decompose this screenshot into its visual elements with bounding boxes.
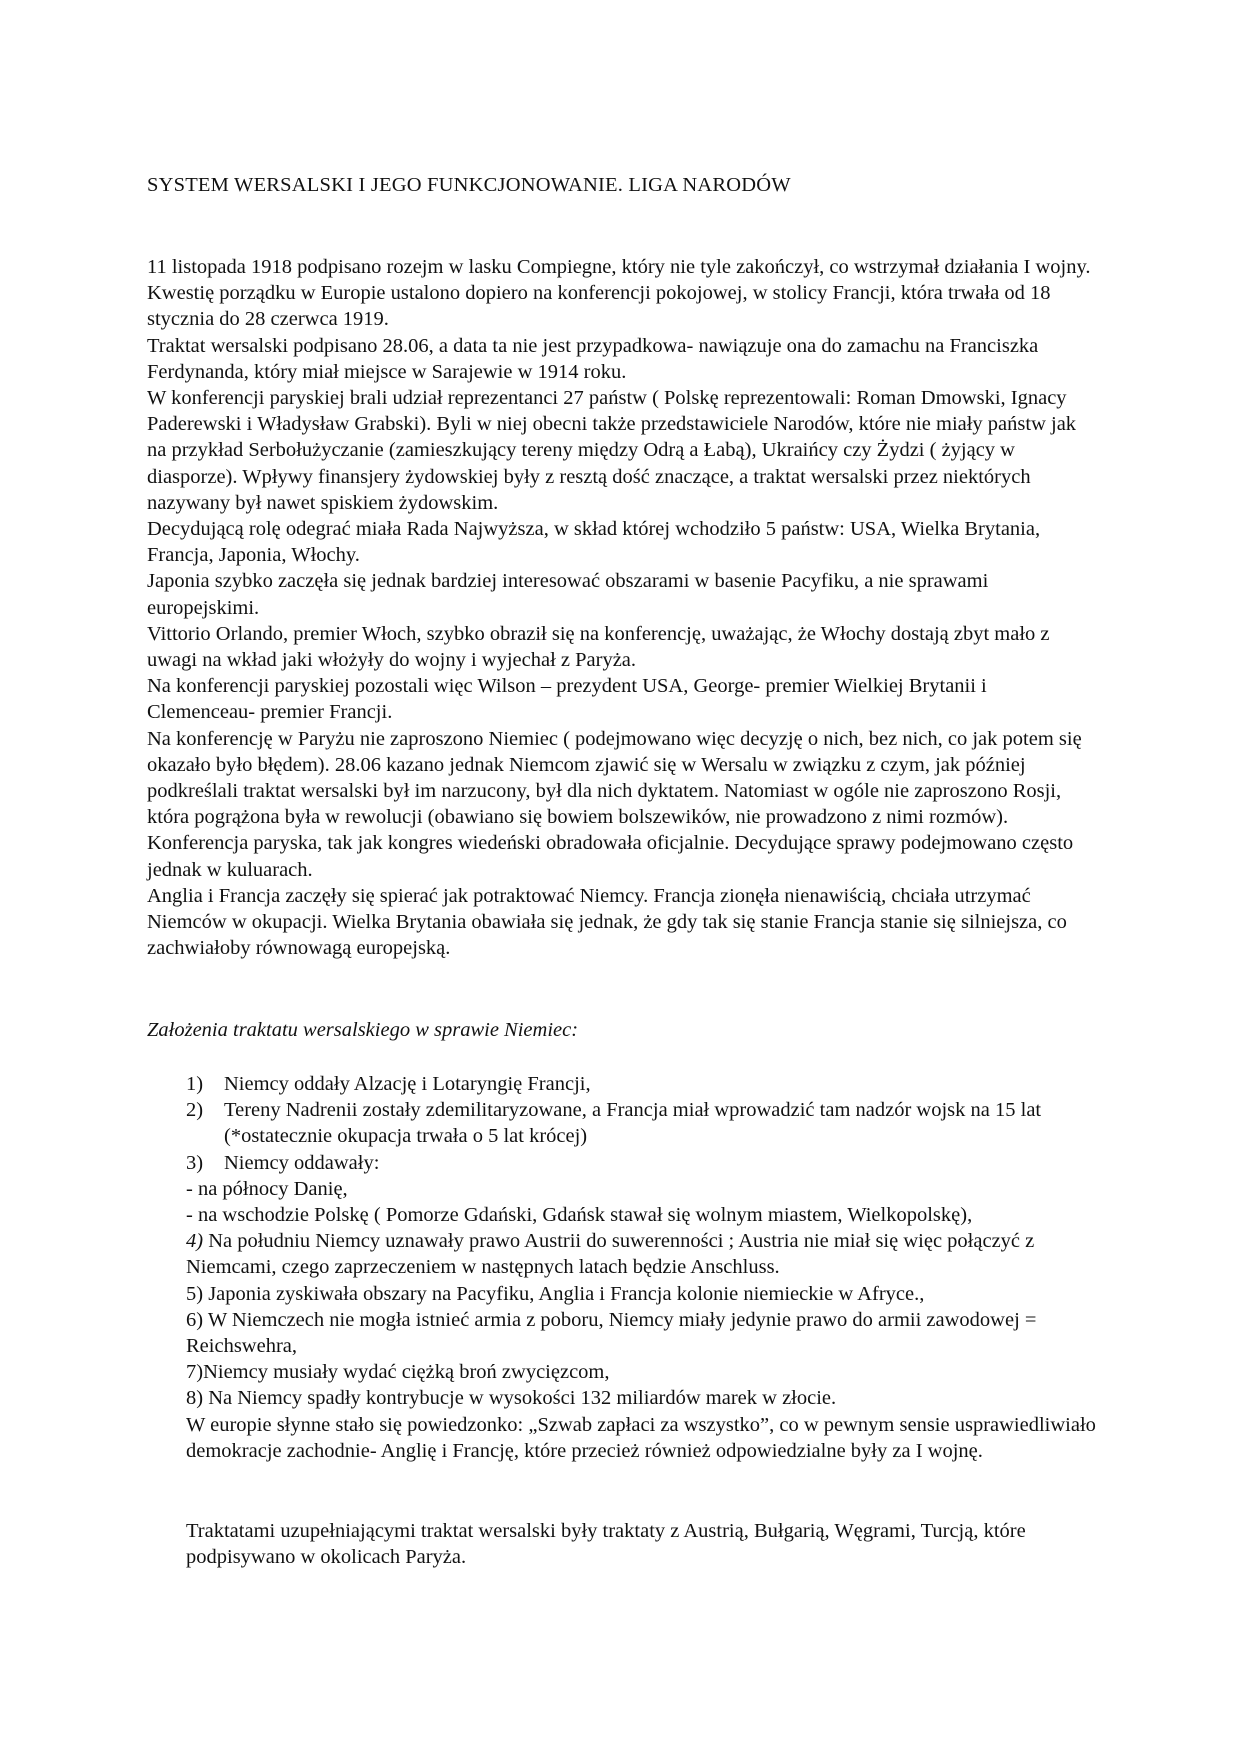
list-item-text: Niemcy oddały Alzację i Lotaryngię Francji,	[224, 1073, 591, 1095]
treaty-provisions-list	[186, 1071, 1098, 1464]
list-note: W europie słynne stało się powiedzonko: „Szwab zapłaci za wszystko”, co w pewnym sensie usprawiedliwiało demokracje zachodnie- Anglię i Francję, które przecież również odpowiedzialne były za I wojnę.	[186, 1413, 1096, 1462]
list-number: 3)	[186, 1151, 204, 1174]
list-sub-item: - na wschodzie Polskę ( Pomorze Gdański, Gdańsk stawał się wolnym miastem, Wielkopolskę),	[186, 1204, 973, 1227]
list-item	[186, 1097, 1098, 1149]
document-body	[147, 254, 1097, 961]
paragraph: Traktat wersalski podpisano 28.06, a data ta nie jest przypadkowa- nawiązuje ona do zamachu na Franciszka Ferdynanda, który miał miejsce w Sarajewie w 1914 roku.	[147, 334, 1039, 383]
list-item	[186, 1228, 1098, 1280]
list-number: 4)	[186, 1230, 204, 1253]
list-item-text: Na południu Niemcy uznawały prawo Austrii do suwerenności ; Austria nie miał się więc połączyć z Niemcami, czego zaprzeczeniem w następnych latach będzie Anschluss.	[186, 1230, 1035, 1279]
list-sub-item: - na północy Danię,	[186, 1177, 348, 1200]
paragraph: Na konferencji paryskiej pozostali więc Wilson – prezydent USA, George- premier Wielkiej Brytanii i Clemenceau- premier Francji.	[147, 675, 987, 724]
section-subheading: Założenia traktatu wersalskiego w sprawie Niemiec:	[147, 1019, 579, 1041]
list-item-text: Niemcy oddawały:	[224, 1151, 380, 1174]
list-item: 6) W Niemczech nie mogła istnieć armia z poboru, Niemcy miały jedynie prawo do armii zawodowej = Reichswehra,	[186, 1308, 1037, 1358]
list-item: 5) Japonia zyskiwała obszary na Pacyfiku, Anglia i Francja kolonie niemieckie w Afryce.,	[186, 1282, 925, 1305]
paragraph: Decydującą rolę odegrać miała Rada Najwyższa, w skład której wchodziło 5 państw: USA, Wielka Brytania, Francja, Japonia, Włochy.	[147, 518, 1041, 567]
closing-paragraph: Traktatami uzupełniającymi traktat wersalski były traktaty z Austrią, Bułgarią, Węgrami, Turcją, które podpisywano w okolicach Paryża.	[186, 1520, 1026, 1569]
paragraph: Konferencja paryska, tak jak kongres wiedeński obradowała oficjalnie. Decydujące sprawy podejmowano często jednak w kuluarach.	[147, 832, 1074, 881]
list-item	[186, 1071, 1098, 1097]
list-number: 2)	[186, 1099, 204, 1122]
document-title: SYSTEM WERSALSKI I JEGO FUNKCJONOWANIE. LIGA NARODÓW	[147, 174, 791, 196]
list-item: 8) Na Niemcy spadły kontrybucje w wysokości 132 miliardów marek w złocie.	[186, 1387, 837, 1410]
paragraph: Anglia i Francja zaczęły się spierać jak potraktować Niemcy. Francja zionęła nienawiścią, chciała utrzymać Niemców w okupacji. Wielka Brytania obawiała się jednak, że gdy tak się stanie Francja stanie się silniejsza, co zachwiałoby równowagą europejską.	[147, 884, 1067, 960]
paragraph: W konferencji paryskiej brali udział reprezentanci 27 państw ( Polskę reprezentowali: Roman Dmowski, Ignacy Paderewski i Władysław Grabski). Byli w niej obecni także przedstawiciele Narodów, które nie miały państw jak na przykład Serbołużyczanie (zamieszkujący tereny między Odrą a Łabą), Ukraińcy czy Żydzi ( żyjący w diasporze). Wpływy finansjery żydowskiej były z resztą dość znaczące, a traktat wersalski przez niektórych nazywany był nawet spiskiem żydowskim.	[147, 387, 1077, 514]
list-number: 1)	[186, 1073, 204, 1095]
paragraph: Vittorio Orlando, premier Włoch, szybko obraził się na konferencję, uważając, że Włochy dostają zbyt mało z uwagi na wkład jaki włożyły do wojny i wyjechał z Paryża.	[147, 622, 1050, 672]
paragraph: Japonia szybko zaczęła się jednak bardziej interesować obszarami w basenie Pacyfiku, a nie sprawami europejskimi.	[147, 570, 989, 619]
list-item-text: Tereny Nadrenii zostały zdemilitaryzowane, a Francja miał wprowadzić tam nadzór wojsk na 15 lat (*ostatecznie okupacja trwała o 5 lat krócej)	[224, 1099, 1042, 1148]
paragraph: 11 listopada 1918 podpisano rozejm w lasku Compiegne, który nie tyle zakończył, co wstrzymał działania I wojny. Kwestię porządku w Europie ustalono dopiero na konferencji pokojowej, w stolicy Francji, która trwała od 18 stycznia do 28 czerwca 1919.	[147, 256, 1091, 331]
list-item: 7)Niemcy musiały wydać ciężką broń zwycięzcom,	[186, 1361, 610, 1384]
list-item	[186, 1150, 1098, 1176]
paragraph: Na konferencję w Paryżu nie zaproszono Niemiec ( podejmowano więc decyzję o nich, bez nich, co jak potem się okazało było błędem). 28.06 kazano jednak Niemcom zjawić się w Wersalu w związku z czym, jak później podkreślali traktat wersalski był im narzucony, był dla nich dyktatem. Natomiast w ogóle nie zaproszono Rosji, która pogrążona była w rewolucji (obawiano się bowiem bolszewików, nie prowadzono z nimi rozmów).	[147, 727, 1082, 829]
